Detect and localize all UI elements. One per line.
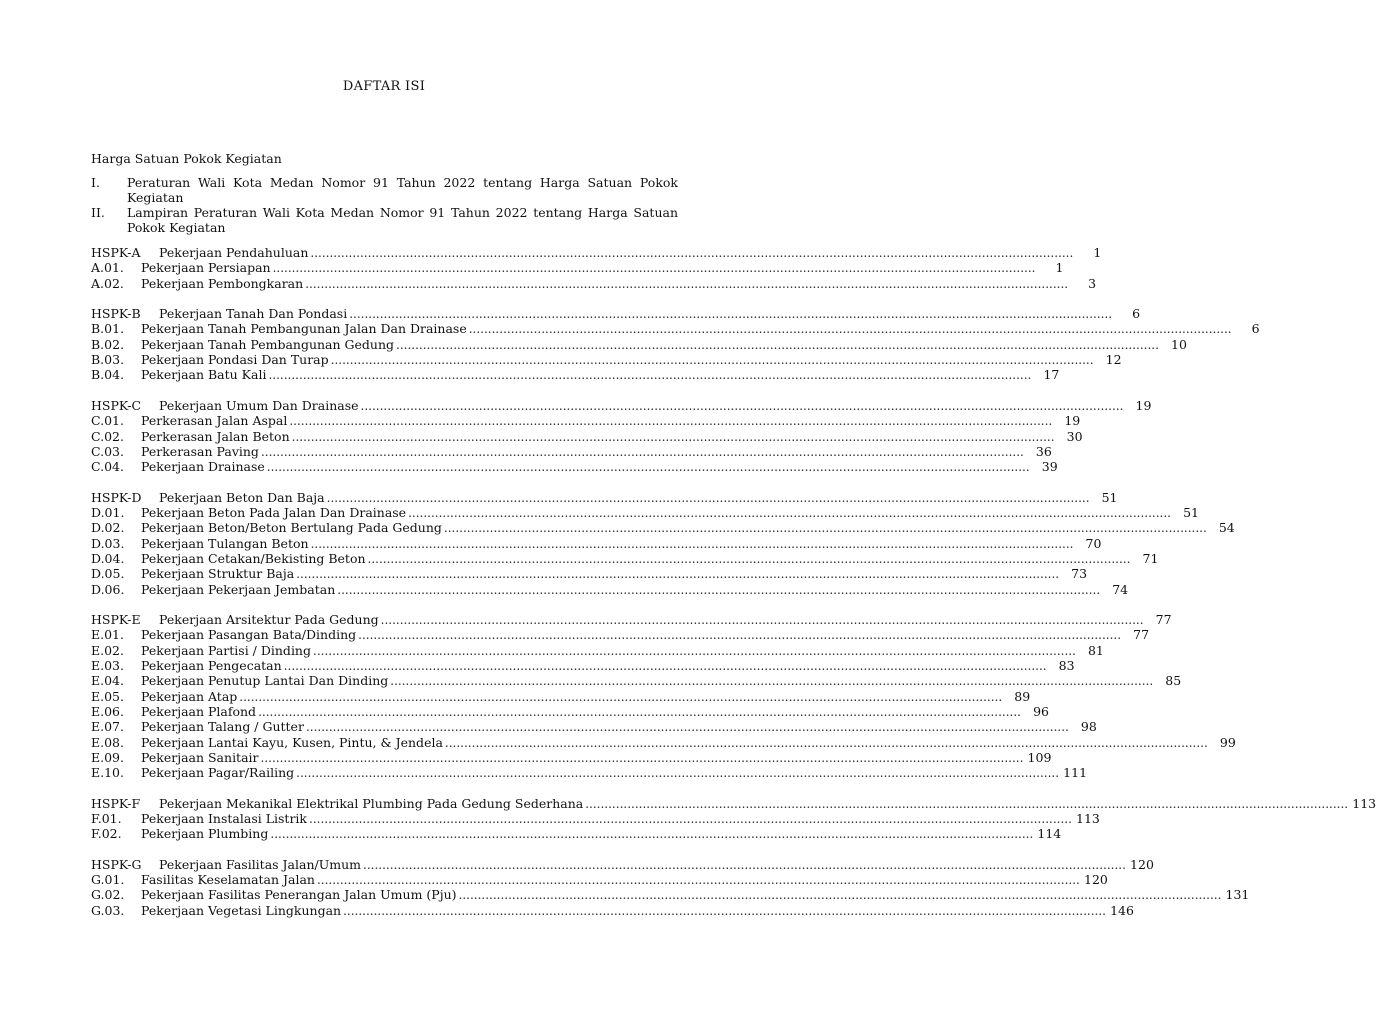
toc-code: C.02. [91, 428, 124, 444]
toc-label: Pekerjaan Umum Dan Drainase [159, 397, 359, 413]
toc-entry[interactable] [91, 413, 1081, 429]
toc-page-number: 99 [1219, 734, 1236, 750]
toc-label: Pekerjaan Pagar/Railing [141, 765, 295, 781]
toc-page-number: 71 [1142, 550, 1159, 566]
dot-leader: ........................................................................................................................................................................................................ [330, 353, 1094, 368]
toc-label: Pekerjaan Tulangan Beton [141, 535, 309, 551]
toc-code: D.03. [91, 535, 125, 551]
dot-leader: ........................................................................................................................................................................................................ [585, 796, 1349, 811]
dot-leader: ........................................................................................................................................................................................................ [310, 536, 1074, 551]
toc-page-number: 19 [1064, 413, 1081, 429]
toc-label: Pekerjaan Beton Pada Jalan Dan Drainase [141, 505, 407, 521]
toc-entry[interactable] [91, 367, 1060, 383]
dot-leader: ........................................................................................................................................................................................................ [289, 414, 1053, 429]
toc-label: Pekerjaan Pengecatan [141, 658, 282, 674]
toc-label: Pekerjaan Persiapan [141, 260, 271, 276]
toc-section-heading[interactable] [91, 856, 1154, 872]
toc-page-number: 113 [1352, 795, 1376, 811]
intro-item-number: II. [91, 205, 105, 220]
section-gap [91, 597, 664, 612]
dot-leader: ........................................................................................................................................................................................................ [367, 551, 1131, 566]
toc-entry[interactable] [91, 275, 1097, 291]
toc-entry[interactable] [91, 719, 1097, 735]
toc-label: Pekerjaan Pekerjaan Jembatan [141, 581, 336, 597]
toc-label: Pekerjaan Pondasi Dan Turap [141, 352, 329, 368]
toc-page-number: 114 [1037, 826, 1062, 842]
toc-entry[interactable] [91, 535, 1102, 551]
dot-leader: ........................................................................................................................................................................................................ [313, 643, 1076, 658]
intro-item [91, 175, 678, 205]
toc-label: Pekerjaan Pasangan Bata/Dinding [141, 627, 357, 643]
toc-label: Pekerjaan Fasilitas Penerangan Jalan Umum (Pju) [141, 887, 457, 903]
dot-leader: ........................................................................................................................................................................................................ [337, 582, 1101, 597]
table-of-contents [91, 245, 1376, 918]
dot-leader: ........................................................................................................................................................................................................ [266, 460, 1030, 475]
toc-code: D.04. [91, 550, 125, 566]
toc-entry[interactable] [91, 810, 1100, 826]
toc-code: B.01. [91, 321, 125, 337]
toc-code: E.05. [91, 688, 124, 704]
dot-leader: ........................................................................................................................................................................................................ [458, 888, 1222, 903]
toc-entry[interactable] [91, 566, 1088, 582]
toc-entry[interactable] [91, 887, 1250, 903]
toc-entry[interactable] [91, 459, 1058, 475]
toc-label: Perkerasan Paving [141, 443, 259, 459]
toc-code: HSPK-G [91, 856, 142, 872]
toc-label: Pekerjaan Drainase [141, 459, 265, 475]
toc-code: D.05. [91, 566, 125, 582]
dot-leader: ........................................................................................................................................................................................................ [390, 674, 1154, 689]
toc-entry[interactable] [91, 443, 1052, 459]
toc-entry[interactable] [91, 260, 1064, 276]
toc-label: Pekerjaan Cetakan/Bekisting Beton [141, 550, 366, 566]
toc-label: Pekerjaan Penutup Lantai Dan Dinding [141, 673, 389, 689]
toc-code: HSPK-D [91, 489, 142, 505]
dot-leader: ........................................................................................................................................................................................................ [349, 307, 1113, 322]
toc-label: Pekerjaan Tanah Pembangunan Gedung [141, 336, 395, 352]
toc-code: E.03. [91, 658, 124, 674]
toc-entry[interactable] [91, 688, 1031, 704]
toc-code: E.02. [91, 642, 124, 658]
toc-code: F.01. [91, 810, 122, 826]
toc-entry[interactable] [91, 673, 1182, 689]
toc-entry[interactable] [91, 550, 1159, 566]
toc-code: E.06. [91, 703, 124, 719]
toc-page-number: 73 [1071, 566, 1088, 582]
toc-entry[interactable] [91, 581, 1129, 597]
toc-page-number: 51 [1183, 505, 1199, 521]
toc-page-number: 12 [1105, 352, 1122, 368]
toc-code: HSPK-E [91, 612, 141, 628]
toc-entry[interactable] [91, 902, 1134, 918]
dot-leader: ........................................................................................................................................................................................................ [408, 506, 1171, 521]
toc-entry[interactable] [91, 428, 1083, 444]
toc-page-number: 39 [1041, 459, 1058, 475]
dot-leader: ........................................................................................................................................................................................................ [360, 398, 1124, 413]
toc-code: E.08. [91, 734, 124, 750]
toc-page-number: 51 [1101, 489, 1118, 505]
dot-leader: ........................................................................................................................................................................................................ [260, 444, 1024, 459]
toc-page-number: 10 [1171, 336, 1187, 352]
toc-page-number: 120 [1130, 856, 1154, 872]
toc-label: Pekerjaan Batu Kali [141, 367, 267, 383]
toc-page-number: 17 [1043, 367, 1060, 383]
toc-label: Pekerjaan Arsitektur Pada Gedung [159, 612, 379, 628]
toc-entry[interactable] [91, 826, 1062, 842]
toc-code: E.01. [91, 627, 124, 643]
toc-entry[interactable] [91, 734, 1236, 750]
toc-label: Pekerjaan Instalasi Listrik [141, 810, 307, 826]
toc-code: F.02. [91, 826, 122, 842]
toc-page-number: 146 [1110, 902, 1134, 918]
intro-item [91, 205, 678, 235]
toc-label: Pekerjaan Plumbing [141, 826, 269, 842]
toc-code: G.01. [91, 872, 125, 888]
dot-leader: ........................................................................................................................................................................................................ [396, 337, 1159, 352]
toc-code: B.02. [91, 336, 125, 352]
dot-leader: ........................................................................................................................................................................................................ [309, 811, 1072, 826]
toc-page-number: 98 [1080, 719, 1097, 735]
dot-leader: ........................................................................................................................................................................................................ [444, 735, 1208, 750]
toc-label: Pekerjaan Tanah Pembangunan Jalan Dan Drainase [141, 321, 467, 337]
toc-page-number: 89 [1014, 688, 1031, 704]
toc-code: C.01. [91, 413, 124, 429]
toc-entry[interactable] [91, 505, 1199, 521]
toc-entry[interactable] [91, 749, 1052, 765]
toc-entry[interactable] [91, 336, 1187, 352]
toc-section-heading[interactable] [91, 306, 1141, 322]
toc-label: Pekerjaan Partisi / Dinding [141, 642, 311, 658]
toc-code: E.04. [91, 673, 124, 689]
toc-entry[interactable] [91, 872, 1108, 888]
toc-label: Pekerjaan Vegetasi Lingkungan [141, 902, 342, 918]
toc-entry[interactable] [91, 658, 1075, 674]
toc-page-number: 1 [1055, 260, 1064, 276]
toc-label: Pekerjaan Pendahuluan [159, 245, 309, 260]
dot-leader: ........................................................................................................................................................................................................ [239, 689, 1003, 704]
section-gap [91, 383, 664, 398]
toc-page-number: 74 [1112, 581, 1129, 597]
toc-code: B.03. [91, 352, 125, 368]
toc-code: G.03. [91, 902, 125, 918]
dot-leader: ........................................................................................................................................................................................................ [291, 429, 1055, 444]
toc-page-number: 3 [1088, 275, 1097, 291]
toc-label: Pekerjaan Struktur Baja [141, 566, 295, 582]
toc-section-heading[interactable] [91, 489, 1118, 505]
toc-page-number: 6 [1132, 306, 1141, 322]
dot-leader: ........................................................................................................................................................................................................ [310, 246, 1074, 260]
toc-page-number: 77 [1133, 627, 1150, 643]
toc-page-number: 96 [1033, 703, 1049, 719]
toc-entry[interactable] [91, 703, 1049, 719]
toc-page-number: 70 [1085, 535, 1102, 551]
toc-section-heading[interactable] [91, 397, 1152, 413]
toc-section-heading[interactable] [91, 612, 1172, 628]
page-title: DAFTAR ISI [342, 79, 426, 94]
toc-code: HSPK-F [91, 795, 141, 811]
dot-leader: ........................................................................................................................................................................................................ [258, 704, 1021, 719]
dot-leader: ........................................................................................................................................................................................................ [268, 368, 1032, 383]
toc-page-number: 111 [1063, 765, 1088, 781]
intro-list [91, 175, 678, 235]
toc-page-number: 1 [1093, 245, 1102, 260]
toc-label: Pekerjaan Plafond [141, 703, 257, 719]
toc-entry[interactable] [91, 627, 1150, 643]
toc-code: C.04. [91, 459, 124, 475]
toc-code: E.07. [91, 719, 124, 735]
dot-leader: ........................................................................................................................................................................................................ [260, 750, 1024, 765]
toc-code: E.10. [91, 765, 124, 781]
toc-code: A.01. [91, 260, 124, 276]
toc-label: Pekerjaan Beton Dan Baja [159, 489, 325, 505]
section-gap [91, 780, 664, 795]
toc-code: HSPK-C [91, 397, 142, 413]
section-gap [91, 842, 664, 857]
toc-page-number: 85 [1165, 673, 1182, 689]
toc-code: B.04. [91, 367, 125, 383]
dot-leader: ........................................................................................................................................................................................................ [468, 322, 1232, 337]
dot-leader: ........................................................................................................................................................................................................ [326, 490, 1090, 505]
toc-code: D.01. [91, 505, 125, 521]
section-gap [91, 291, 664, 306]
toc-page-number: 109 [1027, 749, 1052, 765]
toc-page-number: 6 [1251, 321, 1260, 337]
toc-label: Pekerjaan Tanah Dan Pondasi [159, 306, 348, 322]
toc-label: Perkerasan Jalan Beton [141, 428, 290, 444]
toc-label: Pekerjaan Sanitair [141, 749, 259, 765]
toc-code: E.09. [91, 749, 124, 765]
toc-label: Pekerjaan Lantai Kayu, Kusen, Pintu, & Jendela [141, 734, 443, 750]
toc-code: D.06. [91, 581, 125, 597]
toc-page-number: 120 [1084, 872, 1108, 888]
toc-entry[interactable] [91, 642, 1104, 658]
toc-page-number: 19 [1135, 397, 1152, 413]
dot-leader: ........................................................................................................................................................................................................ [305, 276, 1069, 291]
toc-page-number: 113 [1076, 810, 1100, 826]
dot-leader: ........................................................................................................................................................................................................ [316, 873, 1080, 888]
toc-section-heading[interactable] [91, 795, 1376, 811]
dot-leader: ........................................................................................................................................................................................................ [296, 766, 1060, 781]
toc-entry[interactable] [91, 520, 1235, 536]
intro-heading: Harga Satuan Pokok Kegiatan [91, 151, 282, 166]
toc-label: Pekerjaan Fasilitas Jalan/Umum [159, 856, 362, 872]
dot-leader: ........................................................................................................................................................................................................ [358, 628, 1122, 643]
dot-leader: ........................................................................................................................................................................................................ [270, 827, 1034, 842]
toc-entry[interactable] [91, 352, 1122, 368]
intro-item-number: I. [91, 175, 100, 190]
toc-label: Pekerjaan Atap [141, 688, 238, 704]
toc-entry[interactable] [91, 321, 1260, 337]
toc-page-number: 81 [1087, 642, 1104, 658]
toc-page-number: 131 [1225, 887, 1250, 903]
toc-code: HSPK-B [91, 306, 141, 322]
toc-page-number: 30 [1066, 428, 1083, 444]
toc-label: Pekerjaan Talang / Gutter [141, 719, 304, 735]
toc-page-number: 77 [1155, 612, 1172, 628]
intro-item-text: Peraturan Wali Kota Medan Nomor 91 Tahun 2022 tentang Harga Satuan Pokok Kegiatan [127, 175, 678, 205]
dot-leader: ........................................................................................................................................................................................................ [443, 521, 1207, 536]
toc-code: C.03. [91, 443, 124, 459]
toc-code: A.02. [91, 275, 124, 291]
toc-label: Perkerasan Jalan Aspal [141, 413, 288, 429]
dot-leader: ........................................................................................................................................................................................................ [363, 857, 1126, 872]
dot-leader: ........................................................................................................................................................................................................ [305, 720, 1069, 735]
toc-code: D.02. [91, 520, 125, 536]
toc-code: HSPK-A [91, 245, 141, 260]
toc-section-heading[interactable] [91, 245, 1102, 260]
toc-label: Pekerjaan Beton/Beton Bertulang Pada Gedung [141, 520, 442, 536]
toc-label: Fasilitas Keselamatan Jalan [141, 872, 315, 888]
dot-leader: ........................................................................................................................................................................................................ [283, 659, 1047, 674]
toc-page-number: 54 [1218, 520, 1235, 536]
toc-label: Pekerjaan Mekanikal Elektrikal Plumbing Pada Gedung Sederhana [159, 795, 584, 811]
toc-code: G.02. [91, 887, 125, 903]
toc-page-number: 36 [1035, 443, 1052, 459]
dot-leader: ........................................................................................................................................................................................................ [272, 261, 1036, 276]
dot-leader: ........................................................................................................................................................................................................ [296, 567, 1060, 582]
dot-leader: ........................................................................................................................................................................................................ [343, 903, 1106, 918]
section-gap [91, 474, 664, 489]
intro-item-text: Lampiran Peraturan Wali Kota Medan Nomor 91 Tahun 2022 tentang Harga Satuan Pokok Kegiatan [127, 205, 678, 235]
toc-label: Pekerjaan Pembongkaran [141, 275, 304, 291]
dot-leader: ........................................................................................................................................................................................................ [380, 613, 1144, 628]
toc-entry[interactable] [91, 765, 1088, 781]
toc-page-number: 83 [1058, 658, 1075, 674]
